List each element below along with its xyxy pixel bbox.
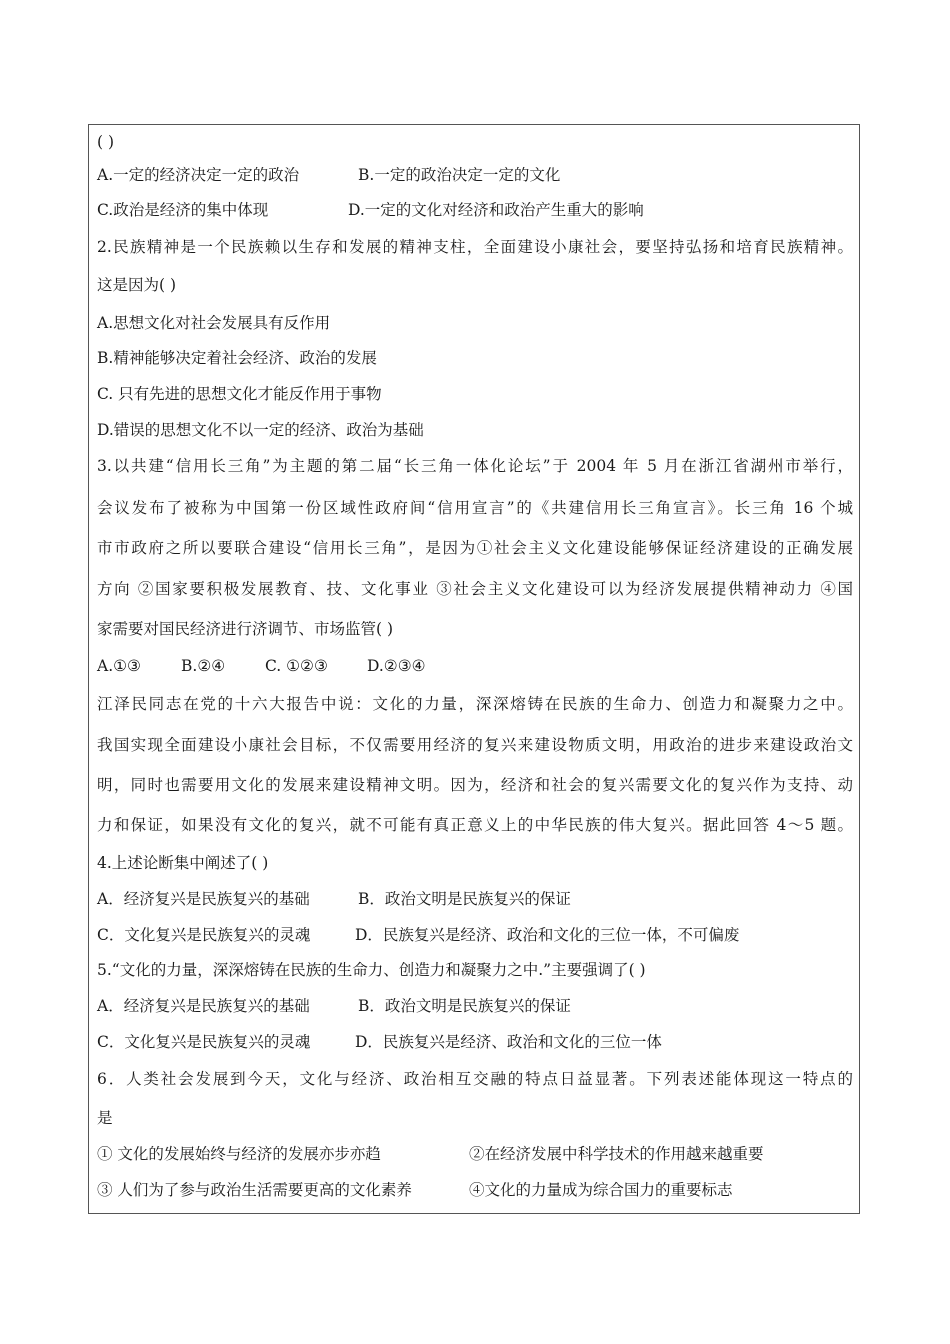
answer-blank: ( ): [97, 133, 115, 151]
question-6-stem-line-1: 6．人类社会发展到今天，文化与经济、政治相互交融的特点日益显著。下列表述能体现这一特点的: [97, 1070, 853, 1088]
question-4-option-d: D．民族复兴是经济、政治和文化的三位一体，不可偏废: [355, 926, 740, 944]
passage-line-3: 明，同时也需要用文化的发展来建设精神文明。因为，经济和社会的复兴需要文化的复兴作为支持、动: [97, 776, 853, 794]
option-a: A.一定的经济决定一定的政治: [97, 166, 300, 184]
question-5-stem: 5.“文化的力量，深深熔铸在民族的生命力、创造力和凝聚力之中.”主要强调了( ): [97, 961, 646, 979]
question-6-item-3: ③ 人们为了参与政治生活需要更高的文化素养: [97, 1181, 412, 1199]
question-5-option-c: C．文化复兴是民族复兴的灵魂: [97, 1033, 311, 1051]
question-4-option-a: A．经济复兴是民族复兴的基础: [97, 890, 310, 908]
question-3-option-d: D.②③④: [367, 657, 426, 675]
passage-line-1: 江泽民同志在党的十六大报告中说：文化的力量，深深熔铸在民族的生命力、创造力和凝聚力之中。: [97, 695, 853, 713]
question-5-option-d: D．民族复兴是经济、政治和文化的三位一体: [355, 1033, 662, 1051]
question-3-option-b: B.②④: [181, 657, 226, 675]
question-6-stem-line-2: 是: [97, 1109, 113, 1127]
option-c: C.政治是经济的集中体现: [97, 201, 269, 219]
question-2-option-b: B.精神能够决定着社会经济、政治的发展: [97, 349, 377, 367]
question-2-line-2: 这是因为( ): [97, 276, 177, 294]
question-3-line-1: 3.以共建“信用长三角”为主题的第二届“长三角一体化论坛”于 2004 年 5 月在浙江省湖州市举行，: [97, 457, 853, 475]
passage-line-4: 力和保证，如果没有文化的复兴，就不可能有真正意义上的中华民族的伟大复兴。据此回答 4～5 题。: [97, 816, 853, 834]
question-3-option-a: A.①③: [97, 657, 141, 675]
option-b: B.一定的政治决定一定的文化: [358, 166, 561, 184]
question-4-option-c: C．文化复兴是民族复兴的灵魂: [97, 926, 311, 944]
question-6-item-2: ②在经济发展中科学技术的作用越来越重要: [469, 1145, 764, 1163]
question-4-option-b: B．政治文明是民族复兴的保证: [358, 890, 571, 908]
question-2-line-1: 2.民族精神是一个民族赖以生存和发展的精神支柱，全面建设小康社会，要坚持弘扬和培育民族精神。: [97, 238, 853, 256]
question-2-option-a: A.思想文化对社会发展具有反作用: [97, 314, 331, 332]
question-2-option-c: C. 只有先进的思想文化才能反作用于事物: [97, 385, 382, 403]
question-2-option-d: D.错误的思想文化不以一定的经济、政治为基础: [97, 421, 424, 439]
question-3-option-c: C. ①②③: [265, 657, 328, 675]
question-3-line-4: 方向 ②国家要积极发展教育、技、文化事业 ③社会主义文化建设可以为经济发展提供精神动力 ④国: [97, 580, 853, 598]
question-4-stem: 4.上述论断集中阐述了( ): [97, 854, 269, 872]
option-d: D.一定的文化对经济和政治产生重大的影响: [348, 201, 644, 219]
question-3-line-2: 会议发布了被称为中国第一份区域性政府间“信用宣言”的《共建信用长三角宣言》。长三角 16 个城: [97, 499, 853, 517]
question-6-item-4: ④文化的力量成为综合国力的重要标志: [469, 1181, 733, 1199]
passage-line-2: 我国实现全面建设小康社会目标，不仅需要用经济的复兴来建设物质文明，用政治的进步来建设政治文: [97, 736, 853, 754]
question-3-line-5: 家需要对国民经济进行济调节、市场监管( ): [97, 620, 394, 638]
question-5-option-a: A．经济复兴是民族复兴的基础: [97, 997, 310, 1015]
question-3-line-3: 市市政府之所以要联合建设“信用长三角”，是因为①社会主义文化建设能够保证经济建设的正确发展: [97, 539, 853, 557]
question-5-option-b: B．政治文明是民族复兴的保证: [358, 997, 571, 1015]
question-6-item-1: ① 文化的发展始终与经济的发展亦步亦趋: [97, 1145, 381, 1163]
